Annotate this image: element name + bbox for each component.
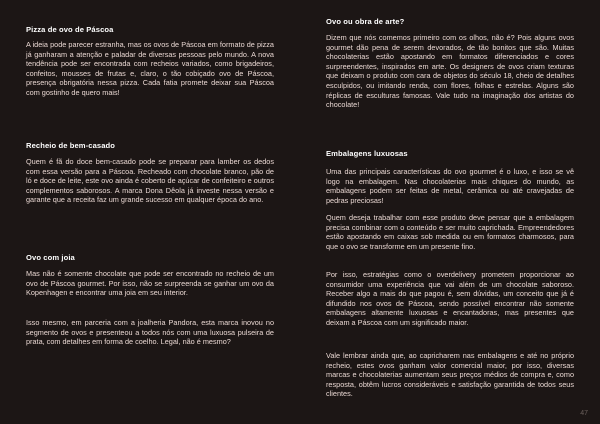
paragraph-embalagens-2: Quem deseja trabalhar com esse produto deve pensar que a embalagem precisa combinar com o conteúdo e ser muito caprichada. Empreendedores estão apostando em caixas sob medida ou em formatos charmosos, para que o ovo se transforme em um presente fino. [326,213,574,251]
paragraph-obra-de-arte: Dizem que nós comemos primeiro com os olhos, não é? Pois alguns ovos gourmet dão pena de serem devorados, de tão bonitos que são. Muitas chocolaterias estão apostando em formatos diferenciados e cores surpreendentes, inspirados em arte. Os designers de ovos criam texturas que deixam o produto com cara de objetos do século 18, cheio de detalhes esculpidos, ou imitando renda, com flores, folhas e estrelas. Alguns são réplicas de esculturas famosas. Vale tudo na imaginação dos artistas do chocolate! [326,33,574,110]
page-number: 47 [580,410,588,417]
section-heading-obra-de-arte: Ovo ou obra de arte? [326,17,405,26]
paragraph-embalagens-4: Vale lembrar ainda que, ao capricharem nas embalagens e até no próprio recheio, estes ovos ganham valor comercial maior, por isso, diversas marcas e chocolaterias aumentam seus preços médios de compra e, como resposta, obtêm lucros consideráveis e satisfação garantida de todos seus clientes. [326,351,574,399]
paragraph-joia-1: Mas não é somente chocolate que pode ser encontrado no recheio de um ovo de Páscoa gourmet. Por isso, não se surpreenda se ganhar um ovo da Kopenhagen e encontrar uma joia em seu interior. [26,269,274,298]
section-heading-embalagens: Embalagens luxuosas [326,149,408,158]
section-heading-bem-casado: Recheio de bem-casado [26,141,116,150]
paragraph-embalagens-1: Uma das principais características do ovo gourmet é o luxo, e isso se vê logo na embalagem. Nas chocolaterias mais chiques do mundo, as embalagens podem ser feitas de metal, cerâmica ou até cravejadas de pedras preciosas! [326,167,574,205]
section-heading-ovo-com-joia: Ovo com joia [26,253,75,262]
paragraph-embalagens-3: Por isso, estratégias como o overdelivery prometem proporcionar ao consumidor uma experiência que vai além de um chocolate saboroso. Receber algo a mais do que pagou é, sem dúvidas, um conceito que já é difundido nos ovos de Páscoa, sendo possível encontrar não somente embalagens altamente luxuosas e encantadoras, mas presentes que deixam a Páscoa com um significado maior. [326,270,574,327]
paragraph-pizza: A ideia pode parecer estranha, mas os ovos de Páscoa em formato de pizza já ganharam a atenção e paladar de diversas pessoas pelo mundo. A nova tendência pode ser encontrada com recheios variados, como brigadeiros, confeitos, mousses de frutas e, claro, o tão cobiçado ovo de Páscoa, presença obrigatória nessa pizza. Cada fatia promete deixar sua Páscoa com gostinho de quero mais! [26,40,274,97]
paragraph-bem-casado: Quem é fã do doce bem-casado pode se preparar para lamber os dedos com essa versão para a Páscoa. Recheado com chocolate branco, pão de ló e doce de leite, este ovo ainda é coberto de açúcar de confeiteiro e outros complementos saborosos. A marca Dona Dêola já investe nessa versão e garante que a receita faz um grande sucesso em qualquer época do ano. [26,157,274,205]
section-heading-pizza: Pizza de ovo de Páscoa [26,25,114,34]
paragraph-joia-2: Isso mesmo, em parceria com a joalheria Pandora, esta marca inovou no segmento de ovos e presenteou a todos nós com uma luxuosa pulseira de prata, com detalhes em forma de coelho. Legal, não é mesmo? [26,318,274,347]
